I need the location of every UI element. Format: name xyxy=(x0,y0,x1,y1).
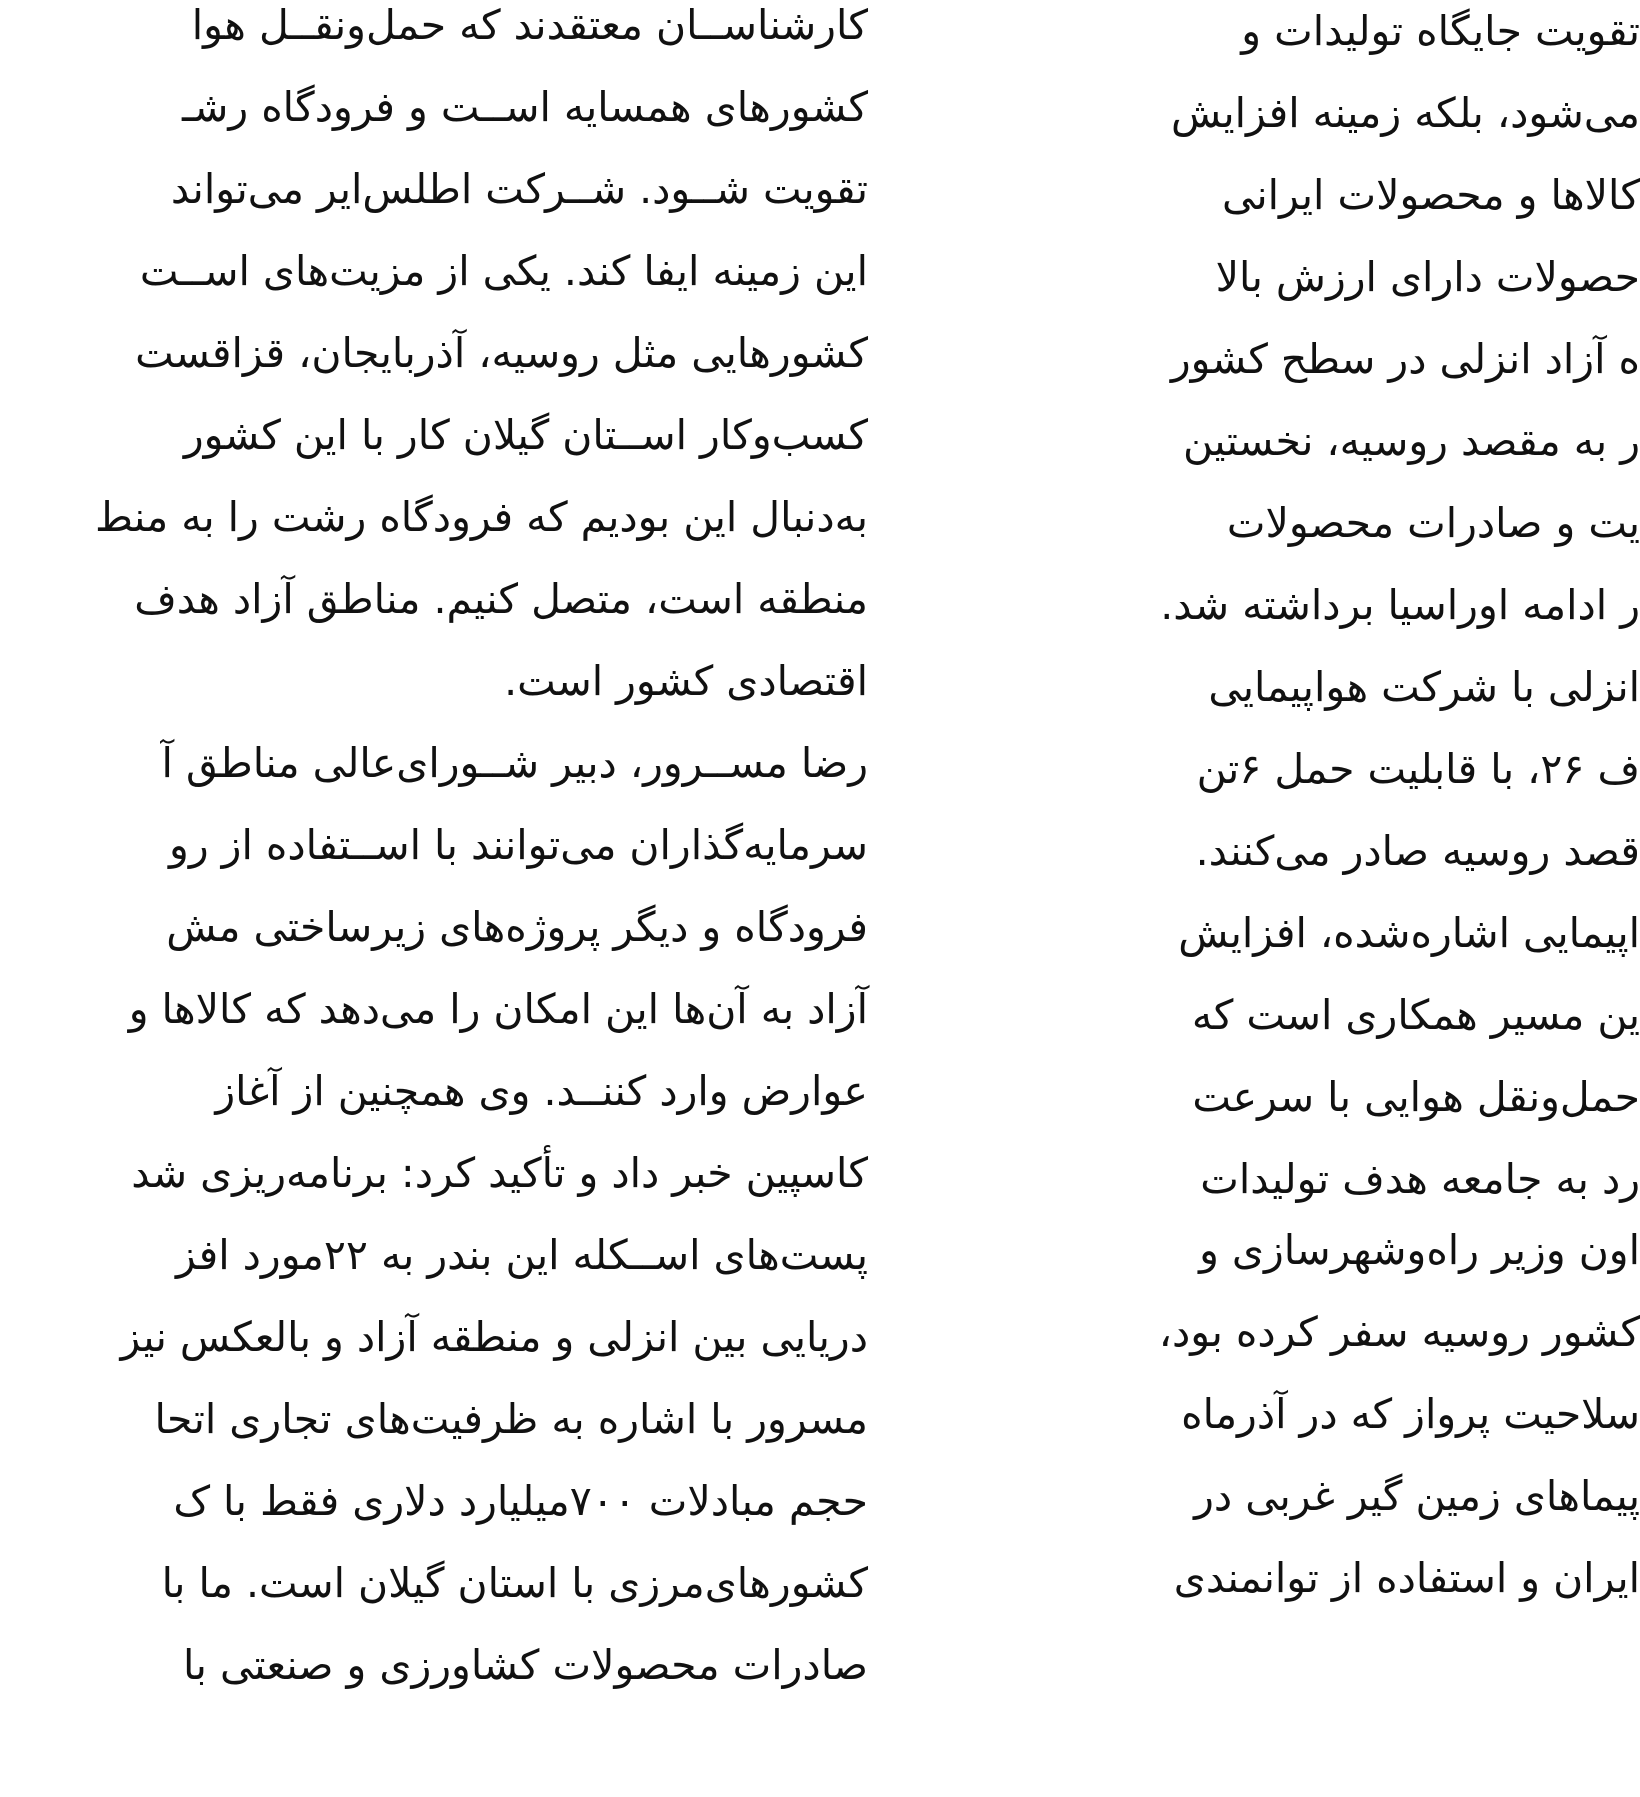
text-line: سرمایه‌گذاران می‌توانند با اســتفاده از رو xyxy=(169,821,868,869)
text-line: به‌دنبال این بودیم که فرودگاه رشت را به منط xyxy=(94,493,868,541)
text-line: کاسپین خبر داد و تأکید کرد: برنامه‌ریزی شد xyxy=(131,1149,868,1197)
text-line: سلاحیت پرواز که در آذرماه xyxy=(1181,1390,1640,1438)
text-line: منطقه است، متصل کنیم. مناطق آزاد هدف xyxy=(134,575,868,623)
text-line: رضا مســرور، دبیر شــورای‌عالی مناطق آ xyxy=(161,739,868,787)
text-line: پیماهای زمین گیر غربی در xyxy=(1194,1472,1640,1520)
text-line: قصد روسیه صادر می‌کنند. xyxy=(1195,827,1640,875)
text-line: تقویت جایگاه تولیدات و xyxy=(1241,7,1640,55)
text-line: کشورهایی مثل روسیه، آذربایجان، قزاقست xyxy=(135,329,868,377)
right-text-column xyxy=(970,0,1640,1797)
text-line: عوارض وارد کننــد. وی همچنین از آغاز xyxy=(215,1067,868,1115)
text-line: مسرور با اشاره به ظرفیت‌های تجاری اتحا xyxy=(154,1395,868,1443)
text-line: حمل‌ونقل هوایی با سرعت xyxy=(1192,1073,1640,1121)
text-line: کسب‌وکار اســتان گیلان کار با این کشور xyxy=(183,411,868,459)
text-line: کشور روسیه سفر کرده بود، xyxy=(1158,1308,1640,1356)
text-line: کشورهای همسایه اســت و فرودگاه رشـ xyxy=(182,83,868,131)
text-line: ایران و استفاده از توانمندی xyxy=(1173,1554,1640,1602)
text-line: تقویت شــود. شــرکت اطلس‌ایر می‌تواند xyxy=(170,165,868,213)
text-line: ین مسیر همکاری است که xyxy=(1191,991,1640,1039)
text-line: فرودگاه و دیگر پروژه‌های زیرساختی مش xyxy=(166,903,868,951)
text-line: کشورهای‌مرزی با استان گیلان است. ما با xyxy=(161,1559,868,1607)
text-line: اون وزیر راه‌وشهرسازی و xyxy=(1199,1226,1640,1274)
text-line: این زمینه ایفا کند. یکی از مزیت‌های اســت xyxy=(139,247,868,295)
text-line: کارشناســان معتقدند که حمل‌ونقــل هوا xyxy=(191,1,868,49)
text-line: آزاد به آن‌ها این امکان را می‌دهد که کالاها و xyxy=(128,985,868,1033)
text-line: صادرات محصولات کشاورزی و صنعتی با xyxy=(183,1641,868,1689)
text-line: پست‌های اســکله این بندر به ۲۲مورد افز xyxy=(176,1231,868,1279)
text-line: دریایی بین انزلی و منطقه آزاد و بالعکس نیز xyxy=(120,1313,868,1361)
text-line: می‌شود، بلکه زمینه افزایش xyxy=(1170,89,1640,137)
text-line: ه آزاد انزلی در سطح کشور xyxy=(1170,335,1640,383)
text-line: ر به مقصد روسیه، نخستین xyxy=(1182,417,1640,465)
text-line: انزلی با شرکت هواپیمایی xyxy=(1208,663,1640,711)
text-line: رد به جامعه هدف تولیدات xyxy=(1200,1155,1640,1203)
text-line: حجم مبادلات ۷۰۰میلیارد دلاری فقط با ک xyxy=(173,1477,868,1525)
text-line: یت و صادرات محصولات xyxy=(1226,499,1640,547)
text-line: اپیمایی اشاره‌شده، افزایش xyxy=(1178,909,1640,957)
text-line: ر ادامه اوراسیا برداشته شد. xyxy=(1160,581,1640,629)
text-line: اقتصادی کشور است. xyxy=(504,657,868,705)
text-line: ف ۲۶، با قابلیت حمل ۶تن xyxy=(1196,745,1640,793)
text-line: حصولات دارای ارزش بالا xyxy=(1215,253,1640,301)
text-line: کالاها و محصولات ایرانی xyxy=(1222,171,1640,219)
